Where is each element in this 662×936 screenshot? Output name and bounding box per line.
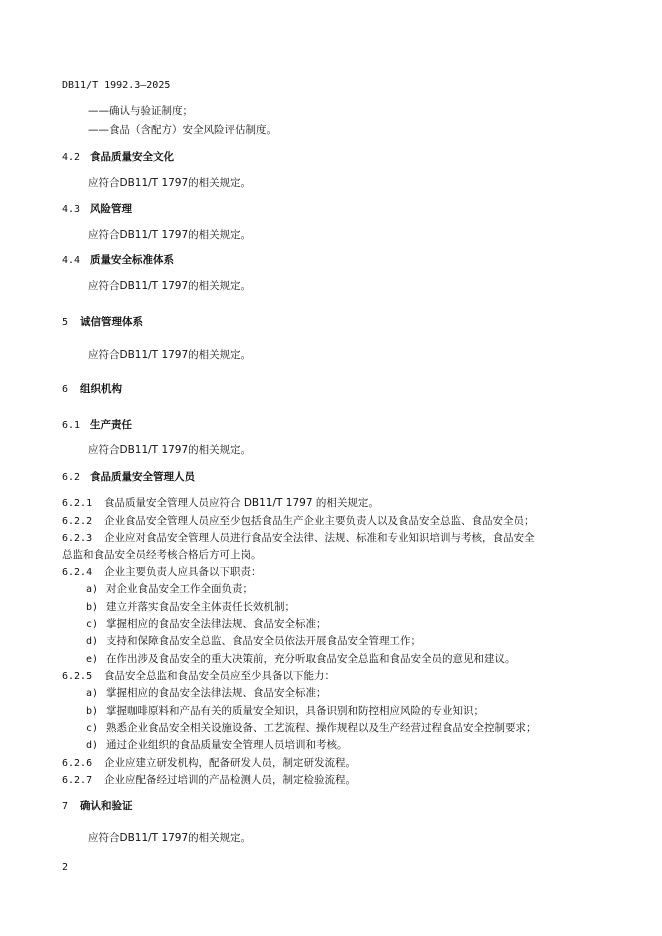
list-marker: c) — [86, 619, 99, 630]
section-heading-7 — [62, 799, 133, 814]
clause-number: 6.2.4 — [62, 567, 93, 578]
section-title: 食品质量安全文化 — [90, 151, 174, 163]
clause-text: 食品质量安全管理人员应符合 DB11/T 1797 的相关规定。 — [104, 497, 379, 509]
list-text: 掌握相应的食品安全法律法规、食品安全标准； — [106, 687, 327, 699]
list-item — [86, 582, 253, 597]
section-title: 生产责任 — [90, 419, 132, 431]
page-number: 2 — [62, 862, 69, 873]
list-item — [86, 738, 348, 753]
list-marker: a) — [86, 584, 99, 595]
section-title: 质量安全标准体系 — [90, 254, 174, 266]
section-heading-4-4 — [62, 253, 174, 268]
section-heading-5 — [62, 315, 143, 330]
clause-text: 企业主要负责人应具备以下职责： — [104, 566, 262, 578]
clause-text: 企业应对食品安全管理人员进行食品安全法律、法规、标准和专业知识培训与考核，食品安全 — [104, 532, 535, 544]
doc-code: DB11/T 1992.3—2025 — [62, 80, 171, 91]
list-marker: c) — [86, 723, 99, 734]
paragraph: 应符合DB11/T 1797的相关规定。 — [88, 229, 252, 241]
clause-text: 食品安全总监和食品安全员应至少具备以下能力： — [104, 670, 335, 682]
clause-6-2-1 — [62, 496, 379, 511]
clause-6-2-3 — [62, 531, 535, 546]
clause-text: 企业食品安全管理人员应至少包括食品生产企业主要负责人以及食品安全总监、食品安全员； — [104, 515, 535, 527]
list-item: ——食品（含配方）安全风险评估制度。 — [88, 124, 277, 136]
clause-6-2-5 — [62, 669, 335, 684]
section-title: 组织机构 — [80, 383, 122, 395]
clause-number: 6.2.5 — [62, 671, 93, 682]
paragraph: 应符合DB11/T 1797的相关规定。 — [88, 832, 252, 844]
list-marker: a) — [86, 688, 99, 699]
clause-6-2-6 — [62, 756, 356, 771]
clause-number: 6.2.1 — [62, 498, 93, 509]
paragraph: 应符合DB11/T 1797的相关规定。 — [88, 349, 252, 361]
list-item — [86, 634, 421, 649]
section-heading-6-1 — [62, 418, 132, 433]
section-heading-4-3 — [62, 202, 132, 217]
list-text: 在作出涉及食品安全的重大决策前，充分听取食品安全总监和食品安全员的意见和建议。 — [106, 653, 516, 665]
list-item — [86, 704, 484, 719]
clause-number: 6.2.6 — [62, 758, 93, 769]
section-heading-4-2 — [62, 150, 174, 165]
section-title: 食品质量安全管理人员 — [90, 471, 195, 483]
section-title: 诚信管理体系 — [80, 316, 143, 328]
list-marker: b) — [86, 602, 99, 613]
clause-number: 6.2.2 — [62, 516, 93, 527]
list-text: 支持和保障食品安全总监、食品安全员依法开展食品安全管理工作； — [106, 635, 421, 647]
paragraph: 应符合DB11/T 1797的相关规定。 — [88, 444, 252, 456]
section-number: 7 — [62, 801, 69, 812]
list-text: 建立并落实食品安全主体责任长效机制； — [106, 601, 295, 613]
list-marker: e) — [86, 654, 99, 665]
paragraph: 应符合DB11/T 1797的相关规定。 — [88, 177, 252, 189]
section-number: 6.1 — [62, 420, 81, 431]
clause-number: 6.2.3 — [62, 533, 93, 544]
section-number: 6.2 — [62, 472, 81, 483]
paragraph: 应符合DB11/T 1797的相关规定。 — [88, 280, 252, 292]
clause-text: 企业应配备经过培训的产品检测人员，制定检验流程。 — [104, 774, 356, 786]
clause-continuation: 总监和食品安全员经考核合格后方可上岗。 — [62, 549, 262, 561]
list-item — [86, 652, 516, 667]
list-text: 熟悉企业食品安全相关设施设备、工艺流程、操作规程以及生产经营过程食品安全控制要求； — [106, 722, 537, 734]
clause-text: 企业应建立研发机构，配备研发人员，制定研发流程。 — [104, 757, 356, 769]
section-title: 确认和验证 — [80, 800, 133, 812]
section-number: 5 — [62, 317, 69, 328]
section-number: 4.3 — [62, 204, 81, 215]
list-item — [86, 721, 537, 736]
list-item — [86, 617, 327, 632]
list-marker: b) — [86, 706, 99, 717]
list-item — [86, 686, 327, 701]
list-text: 对企业食品安全工作全面负责； — [106, 583, 253, 595]
list-text: 掌握相应的食品安全法律法规、食品安全标准； — [106, 618, 327, 630]
list-item: ——确认与验证制度； — [88, 105, 193, 117]
section-number: 4.4 — [62, 255, 81, 266]
section-title: 风险管理 — [90, 203, 132, 215]
section-number: 4.2 — [62, 152, 81, 163]
clause-number: 6.2.7 — [62, 775, 93, 786]
section-heading-6 — [62, 382, 122, 397]
list-marker: d) — [86, 636, 99, 647]
list-marker: d) — [86, 740, 99, 751]
section-number: 6 — [62, 384, 69, 395]
list-item — [86, 600, 295, 615]
list-text: 掌握咖啡原料和产品有关的质量安全知识，具备识别和防控相应风险的专业知识； — [106, 705, 484, 717]
list-text: 通过企业组织的食品质量安全管理人员培训和考核。 — [106, 739, 348, 751]
clause-6-2-2 — [62, 514, 535, 529]
clause-6-2-4 — [62, 565, 262, 580]
section-heading-6-2 — [62, 470, 195, 485]
clause-6-2-7 — [62, 773, 356, 788]
